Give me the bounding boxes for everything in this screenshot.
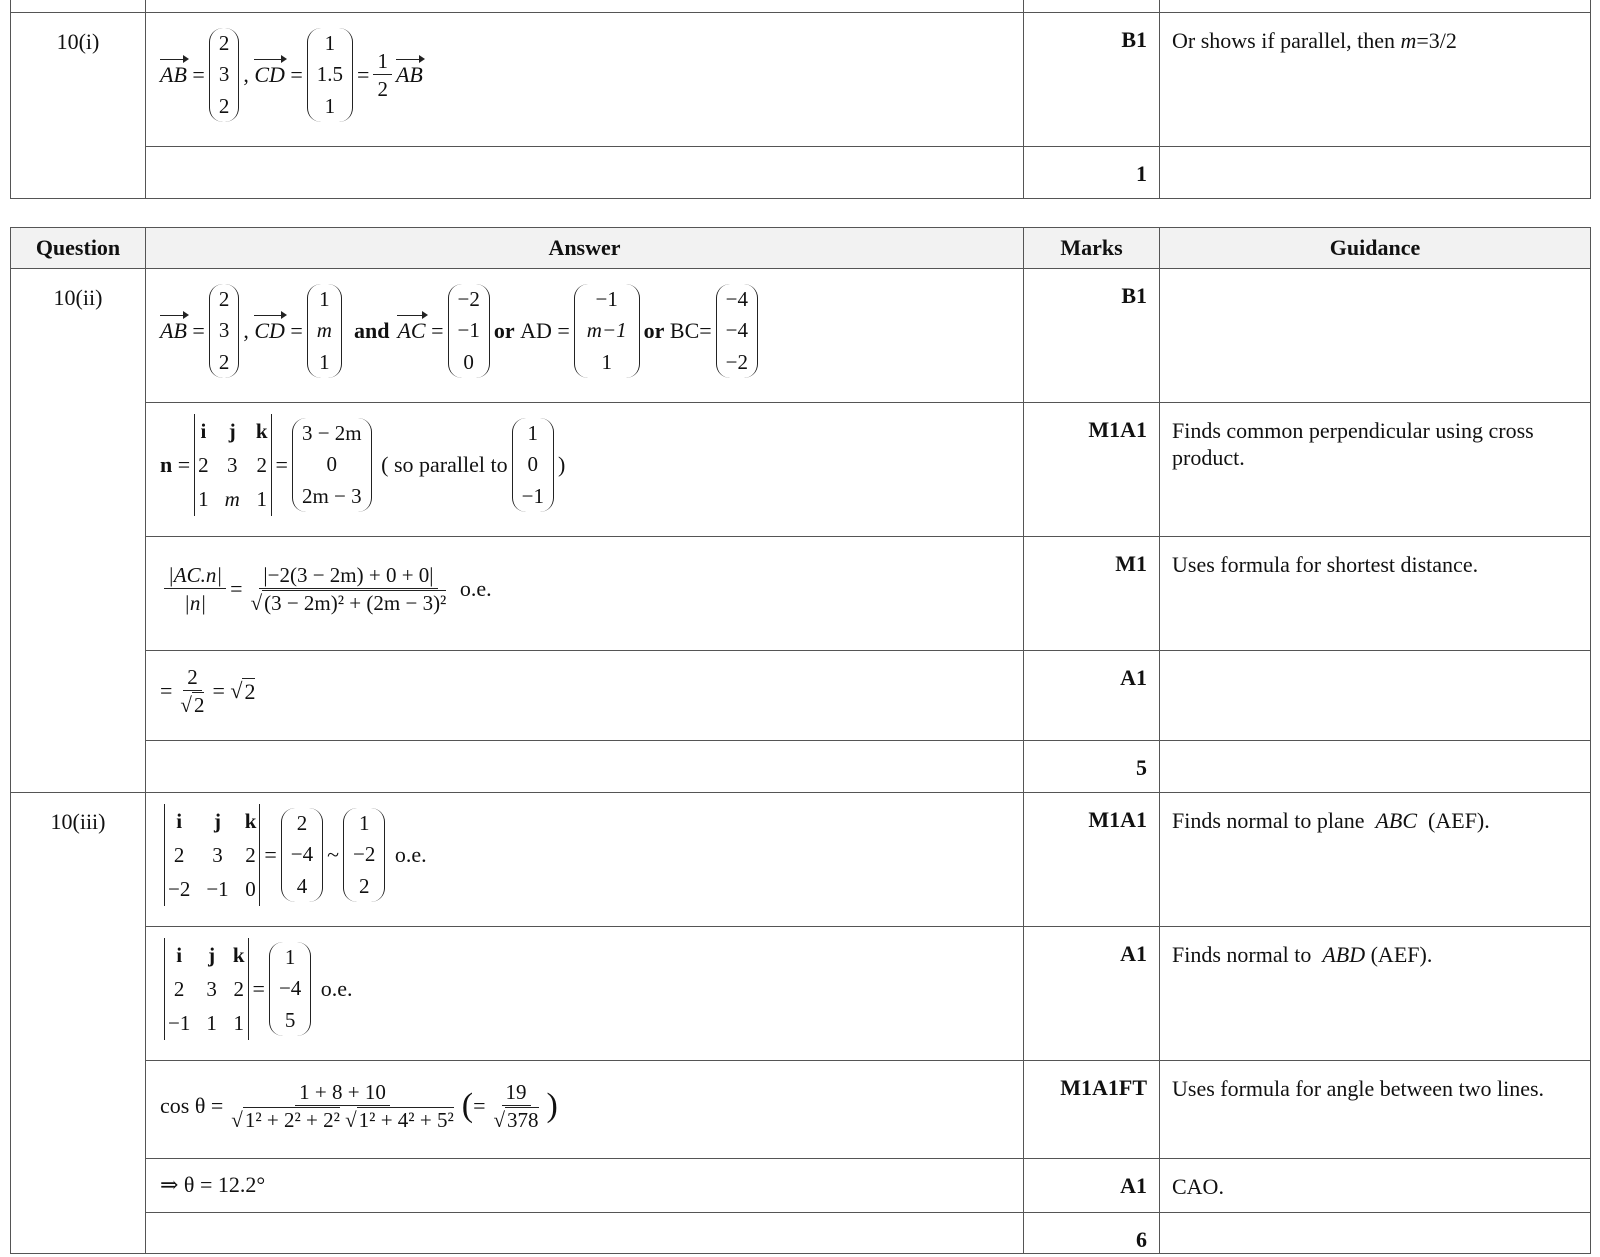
vector-label: CD bbox=[254, 318, 285, 343]
cross-product-result: 2 −4 4 bbox=[281, 808, 323, 902]
fraction: $\frac{19}{√378}$ bbox=[493, 1079, 539, 1132]
table-row bbox=[11, 1213, 1591, 1254]
cross-product-result: 3 − 2m 0 2m − 3 bbox=[292, 418, 372, 512]
header-question: Question bbox=[11, 228, 146, 269]
parallel-text: so parallel to bbox=[393, 452, 508, 477]
answer-cell: AB = 2 3 2 , CD = 1 1.5 1 = $\frac{1}{2}$ AB bbox=[146, 13, 1024, 147]
table-row bbox=[11, 537, 1591, 651]
simplified-vector: 1 −2 2 bbox=[343, 808, 385, 902]
marks-cell: M1A1 bbox=[1024, 793, 1160, 927]
marks-cell: A1 bbox=[1024, 651, 1160, 741]
question-cell: 10(iii) bbox=[11, 793, 146, 1254]
table-row bbox=[11, 269, 1591, 403]
fraction: $\frac{|-2(3 - 2m) + 0 + 0|}{\text{√(3 − 2m)² + (2m − 3)²}}$ bbox=[250, 562, 447, 615]
theta-result: ⇒ θ = 12.2° bbox=[160, 1172, 266, 1197]
and-text: and bbox=[353, 318, 390, 343]
table-row bbox=[11, 1061, 1591, 1159]
header-row bbox=[11, 228, 1591, 269]
marks-cell: B1 bbox=[1024, 13, 1160, 147]
total-marks: 5 bbox=[1024, 741, 1160, 793]
determinant: i j k 2 3 2 −2 −1 0 bbox=[164, 804, 260, 906]
question-cell: 10(ii) bbox=[11, 269, 146, 793]
fraction: $\frac{1 + 8 + 10}{\text{√1² + 2² + 2² √1² + 4² + 5²}}$ bbox=[231, 1079, 454, 1132]
answer-cell bbox=[146, 1159, 1024, 1213]
marks-cell: M1 bbox=[1024, 537, 1160, 651]
vector-ad: −1 m−1 1 bbox=[574, 284, 640, 378]
cross-product-result: 1 −4 5 bbox=[269, 942, 311, 1036]
vector-ac: −2 −1 0 bbox=[448, 284, 490, 378]
oe-text: o.e. bbox=[459, 576, 492, 601]
vector-ab: 2 3 2 bbox=[209, 28, 240, 122]
oe-text: o.e. bbox=[320, 976, 353, 1001]
vector-label: AB bbox=[160, 318, 187, 343]
answer-cell: cos θ = $\frac{1 + 8 + 10}{\text{√1² + 2² + 2² √1² + 4² + 5²}}$ ( = $\frac{19}{√378}$ ) bbox=[146, 1061, 1024, 1159]
guidance-cell: Uses formula for shortest distance. bbox=[1160, 537, 1591, 651]
total-marks: 6 bbox=[1024, 1213, 1160, 1254]
answer-cell: i j k 2 3 2 −2 −1 0 = 2 −4 4 ~ 1 −2 2 o.e. bbox=[146, 793, 1024, 927]
guidance-cell: CAO. bbox=[1160, 1159, 1591, 1213]
answer-cell: i j k 2 3 2 −1 1 1 = 1 −4 5 o.e. bbox=[146, 927, 1024, 1061]
marks-cell: A1 bbox=[1024, 1159, 1160, 1213]
guidance-cell: Finds normal to ABD (AEF). bbox=[1160, 927, 1591, 1061]
question-cell: 10(i) bbox=[11, 13, 146, 199]
cos-theta: cos θ = bbox=[160, 1093, 224, 1118]
answer-cell: n = i j k 2 3 2 1 m 1 = 3 − 2m 0 2m − 3 ( so parallel to 1 0 −1 ) bbox=[146, 403, 1024, 537]
guidance-cell: Finds common perpendicular using cross product. bbox=[1160, 403, 1591, 537]
table-row bbox=[11, 741, 1591, 793]
total-marks: 1 bbox=[1024, 147, 1160, 199]
determinant: i j k 2 3 2 −1 1 1 bbox=[164, 938, 249, 1040]
answer-cell: AB = 2 3 2 , CD = 1 m 1 and AC = −2 −1 0 or AD = −1 m−1 1 or BC= −4 −4 −2 bbox=[146, 269, 1024, 403]
marks-cell: A1 bbox=[1024, 927, 1160, 1061]
sqrt-result: 2 bbox=[244, 678, 256, 704]
answer-cell: $\frac{|AC.n|}{|n|}$ = $\frac{|-2(3 - 2m) + 0 + 0|}{\text{√(3 − 2m)² + (2m − 3)²}}$ o.e. bbox=[146, 537, 1024, 651]
table-row bbox=[11, 403, 1591, 537]
normal-n: n bbox=[160, 452, 173, 477]
vector-cd: 1 1.5 1 bbox=[307, 28, 353, 122]
guidance-cell: Finds normal to plane ABC (AEF). bbox=[1160, 793, 1591, 927]
parallel-vector: 1 0 −1 bbox=[512, 418, 554, 512]
vector-label: CD bbox=[254, 62, 285, 87]
determinant: i j k 2 3 2 1 m 1 bbox=[194, 414, 271, 516]
marks-cell: B1 bbox=[1024, 269, 1160, 403]
fraction: $\frac{2}{√2}$ bbox=[180, 664, 205, 717]
table-row bbox=[11, 927, 1591, 1061]
oe-text: o.e. bbox=[394, 842, 427, 867]
table-row bbox=[11, 1159, 1591, 1213]
or-text: or bbox=[493, 318, 515, 343]
marks-cell: M1A1 bbox=[1024, 403, 1160, 537]
mark-scheme-table bbox=[10, 227, 1591, 1254]
vector-label: BC= bbox=[669, 318, 712, 343]
vector-label: AC bbox=[397, 318, 426, 343]
vector-ab: 2 3 2 bbox=[209, 284, 240, 378]
table-row bbox=[11, 793, 1591, 927]
table-row bbox=[11, 0, 1591, 13]
guidance-cell: Uses formula for angle between two lines. bbox=[1160, 1061, 1591, 1159]
header-answer: Answer bbox=[146, 228, 1024, 269]
vector-label: AD = bbox=[520, 318, 570, 343]
fraction: $\frac{|AC.n|}{|n|}$ bbox=[164, 562, 226, 617]
table-row bbox=[11, 13, 1591, 147]
table-row bbox=[11, 651, 1591, 741]
vector-bc: −4 −4 −2 bbox=[716, 284, 758, 378]
vector-label: AB bbox=[160, 62, 187, 87]
fraction: $\frac{1}{2}$ bbox=[373, 48, 392, 103]
vector-cd: 1 m 1 bbox=[307, 284, 342, 378]
mark-scheme-table-10i bbox=[10, 0, 1591, 199]
vector-label: AB bbox=[395, 62, 423, 87]
table-row bbox=[11, 147, 1591, 199]
guidance-cell bbox=[1160, 269, 1591, 403]
header-guidance: Guidance bbox=[1160, 228, 1591, 269]
marks-cell: M1A1FT bbox=[1024, 1061, 1160, 1159]
guidance-cell bbox=[1160, 651, 1591, 741]
header-marks: Marks bbox=[1024, 228, 1160, 269]
guidance-cell: Or shows if parallel, then m=3/2 bbox=[1160, 13, 1591, 147]
answer-cell: = $\frac{2}{√2}$ = √ 2 bbox=[146, 651, 1024, 741]
or-text: or bbox=[643, 318, 665, 343]
